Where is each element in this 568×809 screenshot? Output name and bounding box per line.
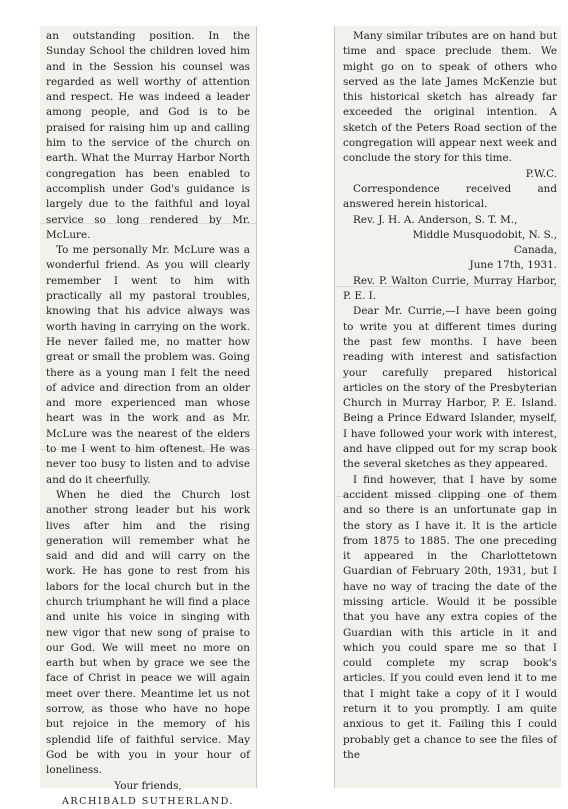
letter-opening-paragraph: Dear Mr. Currie,—I have been going to write you at different times during the past few months. I have been reading with interest and satisfaction your carefully prepared historical articles on the story of the Presbyterian Church in Murray Harbor, P. E. Island. Being a Prince Edward Islander, myself, I have followed your work with interest, and have clipped out for my scrap book the several sketches as they appeared. [343, 305, 557, 471]
fold-crease [335, 496, 561, 497]
correspondence-heading: Correspondence received and answered herein historical. [343, 182, 557, 211]
letter-sender-country: Canada, [513, 244, 557, 257]
paragraph-church-triumphant: When he died the Church lost another strong leader but his work lives after him and the rising generation will remember what he said and did and will carry on the work. He has gone to rest from his labors for the local church but in the church triumphant he will find a place and unite his voice in singing with new vigor that new song of praise to our God. We will meet no more on earth but when by grace we see the face of Christ in peace we will again meet over there. Meantime let us not sorrow, as those who have no hope but rejoice in the memory of his splendid life of faithful service. May God be with you in your hour of loneliness. [46, 488, 250, 777]
closing-salutation: Your friends, [114, 779, 182, 792]
paragraph-tribute-intro: an outstanding position. In the Sunday School the children loved him and in the Session his counsel was regarded as well worthy of attention and respect. He was indeed a leader among people, and God is to be praised for raising him up and calling him to the service of the church on earth. What the Murray Harbor North congregation has been enabled to accomplish under God's guidance is largely due to the faithful and loyal service so long rendered by Mr. McLure. [46, 30, 250, 241]
paragraph-similar-tributes: Many similar tributes are on hand but time and space preclude them. We might go on to speak of others who served as the late James McKenzie but this historical sketch has already far exceeded the original intention. A sketch of the Peters Road section of the congregation will appear next week and conclude the story for this time. [343, 30, 557, 165]
letter-missing-article-paragraph: I find however, that I have by some accident missed clipping one of them and so there is an unfortunate gap in the story as I have it. It is the article from 1875 to 1885. The one preceding it appeared in the Charlottetown Guardian of February 20th, 1931, but I have no way of tracing the date of the missing article. Would it be possible that you have any extra copies of the Guardian with this article in it and which you could spare me so that I could complete my scrap book's articles. If you could even lend it to me that I might take a copy of it I would return it to you promptly. I am quite anxious to get it. Failing this I could probably get a chance to see the files of the [343, 473, 557, 761]
left-text-column [40, 26, 256, 809]
letter-sender-address: Middle Musquodobit, N. S., [412, 228, 557, 241]
signature-name: ARCHIBALD SUTHERLAND. [62, 795, 234, 807]
letter-date: June 17th, 1931. [469, 259, 557, 272]
paragraph-personal-friend: To me personally Mr. McLure was a wonderful friend. As you will clearly remember I went to him with practically all my pastoral troubles, knowing that his advice always was worth having in carrying on the work. He never failed me, no matter how great or small the problem was. Going there as a young man I felt the need of advice and direction from an older and more experienced man whose heart was in the work and as Mr. McLure was the nearest of the elders to me I went to him oftenest. He was never too busy to listen and to advise and do it cheerfully. [46, 244, 250, 486]
fold-crease [335, 286, 561, 287]
fold-crease [40, 223, 256, 224]
letter-recipient: Rev. P. Walton Currie, Murray Harbor, P. E. I. [343, 274, 557, 303]
left-clipping [40, 26, 257, 807]
letter-sender-name: Rev. J. H. A. Anderson, S. T. M., [353, 213, 518, 226]
author-initials: P.W.C. [525, 167, 557, 180]
right-clipping [334, 26, 561, 788]
right-text-column [335, 26, 561, 763]
fold-crease [40, 449, 256, 450]
